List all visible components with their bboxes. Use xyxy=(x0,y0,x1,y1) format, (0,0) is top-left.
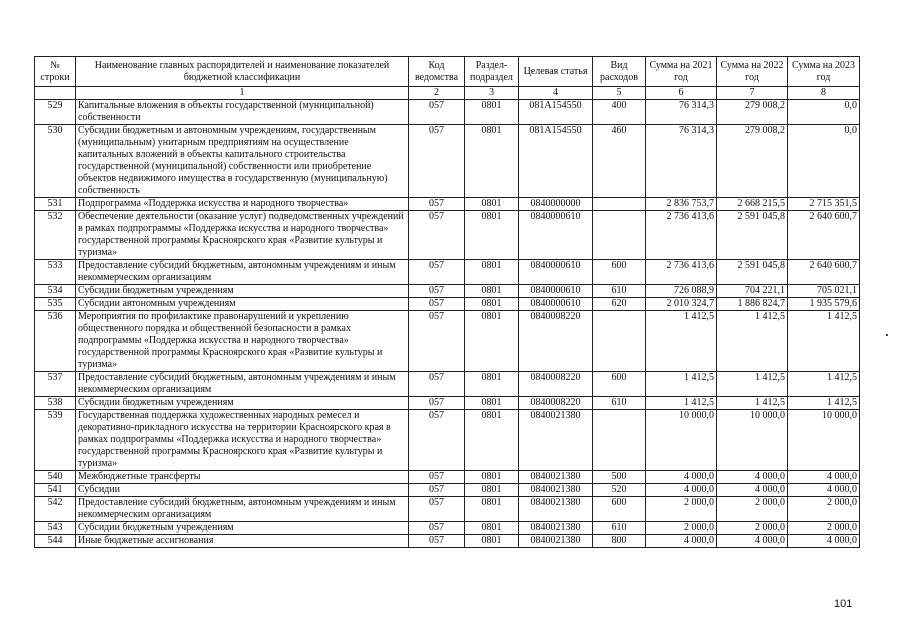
row-sum-2021: 76 314,3 xyxy=(646,125,717,198)
row-razdel: 0801 xyxy=(465,410,519,471)
row-vid: 400 xyxy=(593,100,646,125)
row-vid: 500 xyxy=(593,471,646,484)
row-sum-2023: 0,0 xyxy=(788,100,860,125)
column-number-cell: 2 xyxy=(409,87,465,100)
row-sum-2023: 4 000,0 xyxy=(788,471,860,484)
header-row xyxy=(35,57,860,87)
row-sum-2022: 279 008,2 xyxy=(717,125,788,198)
row-celevaya: 0840000610 xyxy=(519,260,593,285)
table-row xyxy=(35,211,860,260)
row-sum-2022: 1 412,5 xyxy=(717,311,788,372)
header-celevaya: Целевая статья xyxy=(519,57,593,87)
row-vid: 460 xyxy=(593,125,646,198)
row-razdel: 0801 xyxy=(465,484,519,497)
row-vid: 800 xyxy=(593,535,646,548)
row-ved: 057 xyxy=(409,298,465,311)
row-sum-2021: 4 000,0 xyxy=(646,535,717,548)
table-row xyxy=(35,285,860,298)
row-sum-2023: 1 412,5 xyxy=(788,397,860,410)
table-row xyxy=(35,260,860,285)
row-name: Предоставление субсидий бюджетным, автономным учреждениям и иным некоммерческим организациям xyxy=(76,497,409,522)
row-sum-2023: 4 000,0 xyxy=(788,484,860,497)
row-razdel: 0801 xyxy=(465,260,519,285)
header-name: Наименование главных распорядителей и наименование показателей бюджетной классификации xyxy=(76,57,409,87)
row-ved: 057 xyxy=(409,211,465,260)
table-row xyxy=(35,471,860,484)
header-num: № строки xyxy=(35,57,76,87)
row-celevaya: 0840000610 xyxy=(519,285,593,298)
row-sum-2023: 10 000,0 xyxy=(788,410,860,471)
row-sum-2023: 2 640 600,7 xyxy=(788,211,860,260)
row-celevaya: 0840008220 xyxy=(519,372,593,397)
row-name: Предоставление субсидий бюджетным, автономным учреждениям и иным некоммерческим организациям xyxy=(76,260,409,285)
header-ved: Код ведомства xyxy=(409,57,465,87)
row-name: Межбюджетные трансферты xyxy=(76,471,409,484)
row-sum-2022: 2 000,0 xyxy=(717,522,788,535)
row-razdel: 0801 xyxy=(465,285,519,298)
table-row xyxy=(35,125,860,198)
row-sum-2023: 2 640 600,7 xyxy=(788,260,860,285)
row-razdel: 0801 xyxy=(465,372,519,397)
row-vid xyxy=(593,311,646,372)
row-name: Обеспечение деятельности (оказание услуг) подведомственных учреждений в рамках подпрограммы «Поддержка искусства и народного творчества» государственной программы Красноярского края «Развитие культуры и туризма» xyxy=(76,211,409,260)
row-razdel: 0801 xyxy=(465,311,519,372)
column-number-cell: 5 xyxy=(593,87,646,100)
row-razdel: 0801 xyxy=(465,125,519,198)
row-razdel: 0801 xyxy=(465,198,519,211)
table-row xyxy=(35,298,860,311)
row-razdel: 0801 xyxy=(465,397,519,410)
row-number: 537 xyxy=(35,372,76,397)
row-razdel: 0801 xyxy=(465,211,519,260)
row-name: Субсидии xyxy=(76,484,409,497)
row-vid: 610 xyxy=(593,285,646,298)
row-sum-2023: 2 715 351,5 xyxy=(788,198,860,211)
row-celevaya: 0840021380 xyxy=(519,471,593,484)
row-ved: 057 xyxy=(409,410,465,471)
row-sum-2022: 1 412,5 xyxy=(717,397,788,410)
row-ved: 057 xyxy=(409,471,465,484)
row-number: 531 xyxy=(35,198,76,211)
row-ved: 057 xyxy=(409,100,465,125)
row-sum-2023: 1 412,5 xyxy=(788,372,860,397)
row-name: Предоставление субсидий бюджетным, автономным учреждениям и иным некоммерческим организациям xyxy=(76,372,409,397)
row-sum-2021: 2 000,0 xyxy=(646,522,717,535)
table-row xyxy=(35,410,860,471)
row-sum-2023: 1 935 579,6 xyxy=(788,298,860,311)
table-row xyxy=(35,484,860,497)
row-sum-2022: 279 008,2 xyxy=(717,100,788,125)
row-number: 529 xyxy=(35,100,76,125)
table-row xyxy=(35,372,860,397)
row-vid xyxy=(593,198,646,211)
table-row xyxy=(35,198,860,211)
column-number-cell: 6 xyxy=(646,87,717,100)
column-number-cell: 7 xyxy=(717,87,788,100)
row-number: 532 xyxy=(35,211,76,260)
row-ved: 057 xyxy=(409,522,465,535)
row-sum-2023: 2 000,0 xyxy=(788,522,860,535)
row-number: 541 xyxy=(35,484,76,497)
row-sum-2022: 4 000,0 xyxy=(717,535,788,548)
row-sum-2021: 1 412,5 xyxy=(646,397,717,410)
row-number: 535 xyxy=(35,298,76,311)
row-sum-2021: 4 000,0 xyxy=(646,471,717,484)
row-name: Субсидии бюджетным учреждениям xyxy=(76,397,409,410)
header-sum-2022: Сумма на 2022 год xyxy=(717,57,788,87)
row-number: 540 xyxy=(35,471,76,484)
row-sum-2022: 10 000,0 xyxy=(717,410,788,471)
row-celevaya: 0840021380 xyxy=(519,484,593,497)
row-sum-2021: 1 412,5 xyxy=(646,311,717,372)
row-vid: 610 xyxy=(593,522,646,535)
row-sum-2022: 704 221,1 xyxy=(717,285,788,298)
row-ved: 057 xyxy=(409,198,465,211)
row-sum-2021: 2 836 753,7 xyxy=(646,198,717,211)
row-celevaya: 0840021380 xyxy=(519,497,593,522)
row-razdel: 0801 xyxy=(465,471,519,484)
row-celevaya: 0840000610 xyxy=(519,211,593,260)
row-sum-2023: 2 000,0 xyxy=(788,497,860,522)
header-sum-2021: Сумма на 2021 год xyxy=(646,57,717,87)
row-ved: 057 xyxy=(409,497,465,522)
table-row xyxy=(35,522,860,535)
table-row xyxy=(35,497,860,522)
row-sum-2023: 1 412,5 xyxy=(788,311,860,372)
row-razdel: 0801 xyxy=(465,100,519,125)
row-sum-2022: 2 668 215,5 xyxy=(717,198,788,211)
row-celevaya: 0840021380 xyxy=(519,535,593,548)
row-sum-2022: 2 591 045,8 xyxy=(717,211,788,260)
row-name: Мероприятия по профилактике правонарушений и укреплению общественного порядка и общественной безопасности в рамках подпрограммы «Поддержка искусства и народного творчества» государственной программы Красноярского края «Развитие культуры и туризма» xyxy=(76,311,409,372)
row-celevaya: 0840008220 xyxy=(519,311,593,372)
column-number-row xyxy=(35,87,860,100)
row-sum-2023: 4 000,0 xyxy=(788,535,860,548)
table-row xyxy=(35,311,860,372)
table-row xyxy=(35,397,860,410)
row-razdel: 0801 xyxy=(465,535,519,548)
row-sum-2021: 2 736 413,6 xyxy=(646,211,717,260)
row-sum-2021: 1 412,5 xyxy=(646,372,717,397)
row-sum-2021: 10 000,0 xyxy=(646,410,717,471)
row-vid: 620 xyxy=(593,298,646,311)
row-razdel: 0801 xyxy=(465,298,519,311)
row-ved: 057 xyxy=(409,397,465,410)
row-number: 544 xyxy=(35,535,76,548)
row-number: 534 xyxy=(35,285,76,298)
row-number: 530 xyxy=(35,125,76,198)
row-ved: 057 xyxy=(409,372,465,397)
row-number: 539 xyxy=(35,410,76,471)
row-sum-2021: 2 736 413,6 xyxy=(646,260,717,285)
row-ved: 057 xyxy=(409,285,465,298)
header-vid: Вид расходов xyxy=(593,57,646,87)
row-number: 542 xyxy=(35,497,76,522)
row-vid: 520 xyxy=(593,484,646,497)
row-vid: 600 xyxy=(593,497,646,522)
row-sum-2021: 2 000,0 xyxy=(646,497,717,522)
row-ved: 057 xyxy=(409,125,465,198)
row-number: 533 xyxy=(35,260,76,285)
row-number: 536 xyxy=(35,311,76,372)
table-row xyxy=(35,535,860,548)
row-sum-2022: 4 000,0 xyxy=(717,484,788,497)
row-celevaya: 081A154550 xyxy=(519,125,593,198)
row-ved: 057 xyxy=(409,535,465,548)
row-sum-2021: 2 010 324,7 xyxy=(646,298,717,311)
row-name: Субсидии бюджетным учреждениям xyxy=(76,522,409,535)
row-name: Субсидии автономным учреждениям xyxy=(76,298,409,311)
row-vid: 600 xyxy=(593,260,646,285)
row-name: Государственная поддержка художественных народных ремесел и декоративно-прикладного искусства на территории Красноярского края в рамках подпрограммы «Поддержка искусства и народного творчества» государственной программы Красноярского края «Развитие культуры и туризма» xyxy=(76,410,409,471)
row-number: 543 xyxy=(35,522,76,535)
table-row xyxy=(35,100,860,125)
row-celevaya: 0840000610 xyxy=(519,298,593,311)
row-razdel: 0801 xyxy=(465,522,519,535)
column-number-cell: 4 xyxy=(519,87,593,100)
row-vid xyxy=(593,410,646,471)
row-vid xyxy=(593,211,646,260)
header-razdel: Раздел-подраздел xyxy=(465,57,519,87)
row-ved: 057 xyxy=(409,484,465,497)
header-sum-2023: Сумма на 2023 год xyxy=(788,57,860,87)
scan-dot xyxy=(886,334,888,336)
row-name: Капитальные вложения в объекты государственной (муниципальной) собственности xyxy=(76,100,409,125)
row-name: Подпрограмма «Поддержка искусства и народного творчества» xyxy=(76,198,409,211)
row-celevaya: 0840000000 xyxy=(519,198,593,211)
row-vid: 600 xyxy=(593,372,646,397)
page-number: 101 xyxy=(834,598,853,610)
row-sum-2023: 705 021,1 xyxy=(788,285,860,298)
row-sum-2021: 76 314,3 xyxy=(646,100,717,125)
column-number-cell xyxy=(35,87,76,100)
row-celevaya: 0840021380 xyxy=(519,522,593,535)
row-sum-2021: 4 000,0 xyxy=(646,484,717,497)
row-celevaya: 0840008220 xyxy=(519,397,593,410)
row-sum-2022: 2 000,0 xyxy=(717,497,788,522)
column-number-cell: 3 xyxy=(465,87,519,100)
row-vid: 610 xyxy=(593,397,646,410)
row-name: Субсидии бюджетным учреждениям xyxy=(76,285,409,298)
row-sum-2022: 4 000,0 xyxy=(717,471,788,484)
row-ved: 057 xyxy=(409,311,465,372)
row-sum-2022: 1 886 824,7 xyxy=(717,298,788,311)
row-celevaya: 081A154550 xyxy=(519,100,593,125)
row-sum-2023: 0,0 xyxy=(788,125,860,198)
budget-table xyxy=(34,56,860,548)
row-ved: 057 xyxy=(409,260,465,285)
row-razdel: 0801 xyxy=(465,497,519,522)
column-number-cell: 8 xyxy=(788,87,860,100)
column-number-cell: 1 xyxy=(76,87,409,100)
row-name: Иные бюджетные ассигнования xyxy=(76,535,409,548)
row-name: Субсидии бюджетным и автономным учреждениям, государственным (муниципальным) унитарным предприятиям на осуществление капитальных вложений в объекты капитального строительства государственной (муниципальной) собственности или приобретение объектов недвижимого имущества в государственную (муниципальную) собственность xyxy=(76,125,409,198)
row-sum-2022: 2 591 045,8 xyxy=(717,260,788,285)
row-celevaya: 0840021380 xyxy=(519,410,593,471)
row-number: 538 xyxy=(35,397,76,410)
row-sum-2022: 1 412,5 xyxy=(717,372,788,397)
row-sum-2021: 726 088,9 xyxy=(646,285,717,298)
